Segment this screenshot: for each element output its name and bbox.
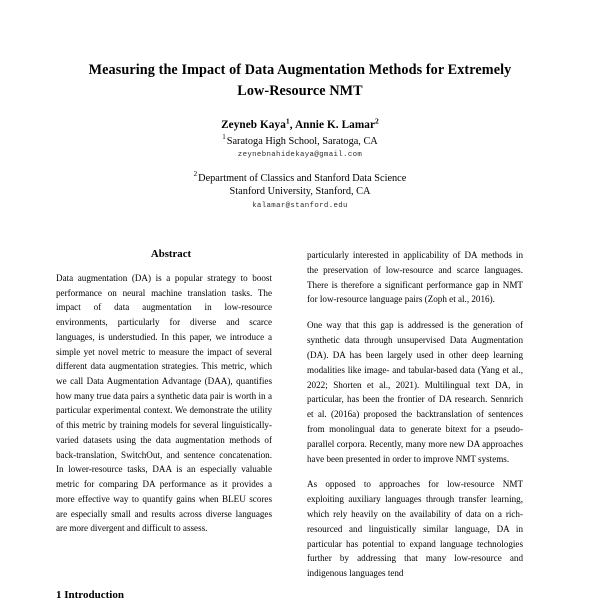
email-2[interactable]: kalamar@stanford.edu bbox=[252, 201, 348, 210]
abstract-heading: Abstract bbox=[150, 248, 192, 260]
affiliation-2-group bbox=[0, 172, 600, 212]
affiliation-2-line-1 bbox=[0, 172, 600, 186]
section-heading-introduction: 1 Introduction bbox=[56, 589, 124, 600]
two-column-body bbox=[0, 248, 600, 581]
intro-paragraph-continued: particularly interested in applicability of DA methods in the preservation of low-resource and scarce languages. There is therefore a significant performance gap in NMT for low-resource language pairs (Zoph et al., 2016). bbox=[307, 250, 523, 305]
intro-paragraph-3: As opposed to approaches for low-resource NMT exploiting auxiliary languages through transfer learning, which rely heavily on the availability of data on a rich-resourced and linguistically similar language, DA in particular has potential to expand language technologies further by addressing that many low-resource and indigenous languages tend bbox=[307, 479, 523, 579]
abstract-paragraph: Data augmentation (DA) is a popular strategy to boost performance on neural machine translation tasks. The impact of data augmentation in low-resource environments, particularly for diverse and scarce languages, is understudied. In this paper, we introduce a simple yet novel metric to measure the impact of several different data augmentation strategies. This metric, which we call Data Augmentation Advantage (DAA), quantifies how many true data pairs a synthetic data pair is worth in a particular experimental context. We demonstrate the utility of this metric by training models for several linguistically-varied datasets using the data augmentation methods of back-translation, SwitchOut, and sentence concatenation. In lower-resource tasks, DAA is an especially valuable metric for comparing DA performance as it provides a more effective way to quantify gains when BLEU scores are especially small and results across diverse languages are more divergent and difficult to assess. bbox=[56, 273, 272, 534]
author-2-name: Annie K. Lamar bbox=[294, 119, 376, 132]
author-1-name: Zeyneb Kaya bbox=[221, 119, 286, 132]
title-block bbox=[0, 0, 600, 101]
author-separator: , bbox=[289, 119, 295, 132]
affiliation-2-line-2: Stanford University, Stanford, CA bbox=[229, 186, 371, 198]
affiliation-1-text: Saratoga High School, Saratoga, CA bbox=[226, 135, 378, 147]
affiliation-1 bbox=[0, 135, 600, 149]
authors-block bbox=[0, 118, 600, 211]
affiliation-2-text: Department of Classics and Stanford Data Science bbox=[198, 172, 407, 184]
right-column bbox=[307, 248, 523, 581]
intro-paragraph-2: One way that this gap is addressed is the generation of synthetic data through unsupervised Data Augmentation (DA). DA has been largely used in other deep learning modalities like image- and tabular-based data (Yang et al., 2022; Shorten et al., 2021). Multilingual text DA, in particular, has been the frontier of DA research. Sennrich et al. (2016a) proposed the backtranslation of sentences from monolingual data to generate bitext for a pseudo-parallel corpora. Recently, many more new DA approaches have been presented in order to improve NMT systems. bbox=[307, 320, 523, 464]
email-1[interactable]: zeynebnahidekaya@gmail.com bbox=[237, 151, 363, 160]
affiliation-1-marker: 1 bbox=[222, 133, 226, 142]
author-1-affiliation-marker: 1 bbox=[285, 116, 290, 126]
author-names-line bbox=[0, 118, 600, 133]
affiliation-2-marker: 2 bbox=[193, 170, 198, 179]
left-column bbox=[56, 248, 272, 581]
page-title: Measuring the Impact of Data Augmentation Methods for Extremely Low-Resource NMT bbox=[88, 62, 512, 99]
author-2-affiliation-marker: 2 bbox=[375, 116, 379, 126]
